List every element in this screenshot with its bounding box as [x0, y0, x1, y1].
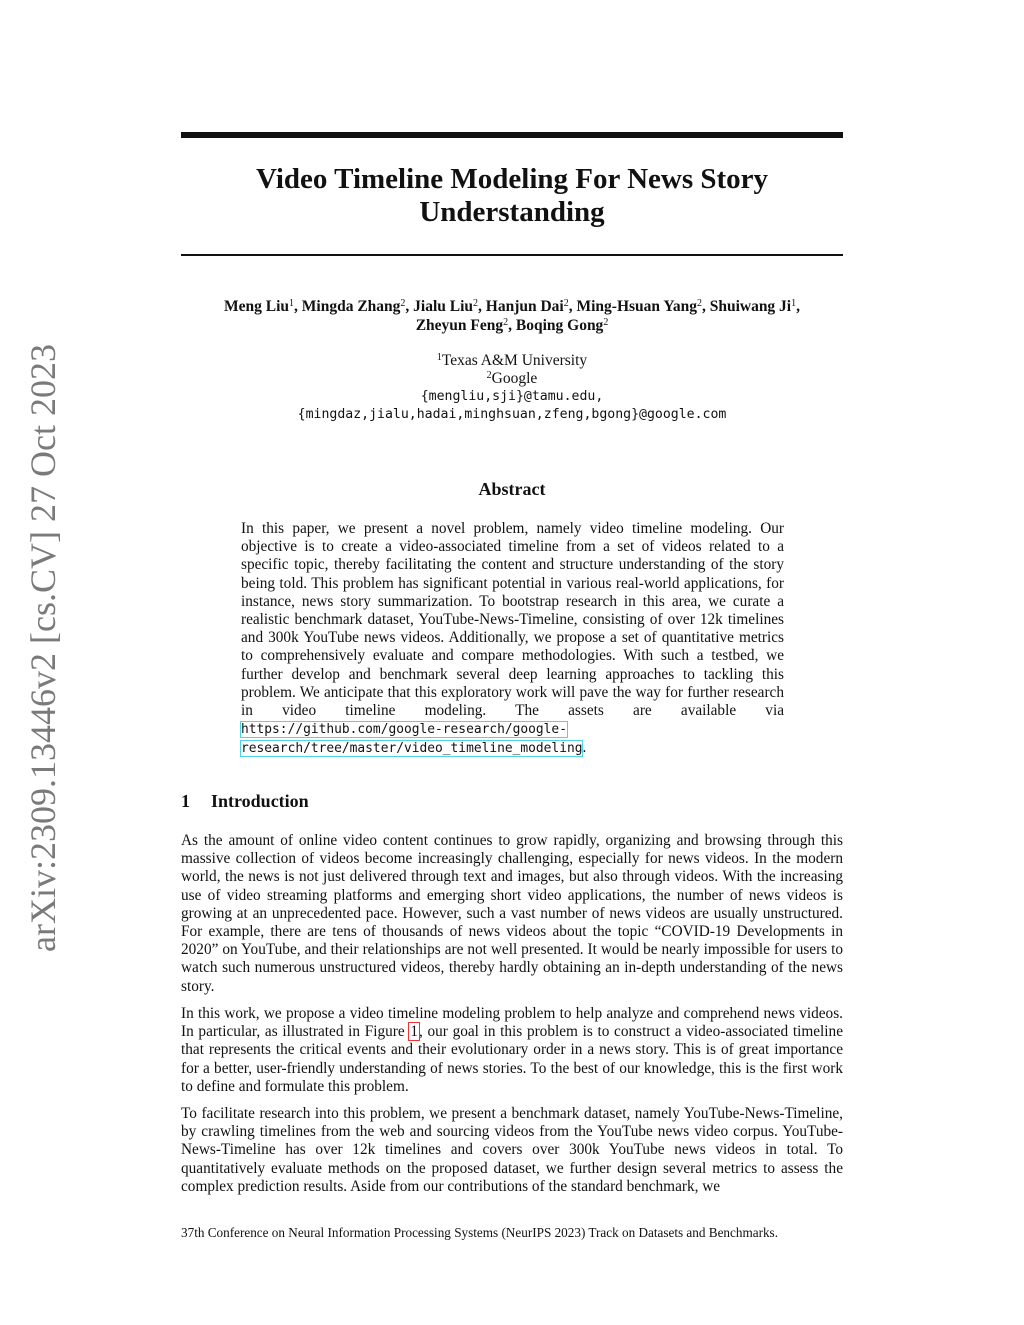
author-affiliation-mark: 2	[400, 298, 406, 309]
author-name: Jialu Liu	[413, 298, 474, 315]
affiliations	[181, 352, 843, 424]
author-affiliation-mark: 2	[473, 298, 479, 309]
email-line-2: {mingdaz,jialu,hadai,minghsuan,zfeng,bgong}@google.com	[297, 407, 727, 422]
conference-footnote: 37th Conference on Neural Information Processing Systems (NeurIPS 2023) Track on Datasets and Benchmarks.	[181, 1225, 778, 1240]
author-name: Shuiwang Ji	[709, 298, 792, 315]
title-bottom-rule	[181, 254, 843, 256]
assets-link[interactable]: https://github.com/google-research/google-research/tree/master/video_timeline_modeling	[241, 722, 583, 757]
author-line-2: Zheyun Feng$^2$, Boqing Gong$^2$	[415, 317, 609, 334]
title-line-2: Understanding	[419, 196, 605, 228]
title-line-1: Video Timeline Modeling For News Story	[255, 163, 769, 195]
author-affiliation-mark: 2	[603, 317, 609, 328]
email-line-1: {mengliu,sji}@tamu.edu,	[420, 389, 604, 404]
figure-reference-link[interactable]: 1	[410, 1023, 419, 1041]
section-heading-introduction	[181, 791, 309, 812]
affiliation-1: $^1$Texas A&M University	[436, 352, 588, 369]
arxiv-identifier: arXiv:2309.13446v2 [cs.CV] 27 Oct 2023	[23, 344, 63, 952]
author-name: Ming-Hsuan Yang	[576, 298, 697, 315]
author-affiliation-mark: 2	[503, 317, 509, 328]
section-number: 1	[181, 791, 190, 811]
author-name: Boqing Gong	[515, 317, 604, 334]
title-top-rule	[181, 132, 843, 138]
author-affiliation-mark: 1	[791, 298, 797, 309]
author-name: Zheyun Feng	[415, 317, 504, 334]
intro-paragraph-3: To facilitate research into this problem, we present a benchmark dataset, namely YouTube-News-Timeline, by crawling timelines from the web and sourcing videos from the YouTube news video corpus. YouTube-News-Timeline has over 12k timelines and covers over 300k YouTube news videos in total. To quantitatively evaluate methods on the proposed dataset, we further design several metrics to assess the complex prediction results. Aside from our contributions of the standard benchmark, we	[181, 1105, 843, 1195]
author-affiliation-mark: 1	[289, 298, 295, 309]
intro-paragraph-1: As the amount of online video content continues to grow rapidly, organizing and browsing through this massive collection of videos become increasingly challenging, especially for news videos. In the modern world, the news is not just delivered through text and images, but also through videos. With the increasing use of video streaming platforms and emerging short video applications, the number of news videos is growing at an unprecedented pace. However, such a vast number of news videos are usually unstructured. For example, there are tens of thousands of news videos about the topic “COVID-19 Developments in 2020” on YouTube, and their relationships are not well presented. It would be nearly impossible for users to watch such numerous unstructured videos, thereby hardly obtaining an in-depth understanding of the news story.	[181, 832, 843, 995]
intro-paragraph-2: In this work, we propose a video timeline modeling problem to help analyze and comprehend news videos. In particular, as illustrated in Figure 1, our goal in this problem is to construct a video-associated timeline that represents the critical events and their evolutionary order in a news story. This is of great importance for a better, user-friendly understanding of news stories. To the best of our knowledge, this is the first work to define and formulate this problem.	[181, 1005, 843, 1095]
abstract-heading: Abstract	[478, 479, 546, 499]
paper-title	[181, 163, 843, 229]
affiliation-2: $^2$Google	[486, 370, 538, 387]
author-affiliation-mark: 2	[563, 298, 569, 309]
author-name: Mingda Zhang	[301, 298, 401, 315]
author-name: Hanjun Dai	[485, 298, 564, 315]
abstract-text: In this paper, we present a novel problem, namely video timeline modeling. Our objective is to create a video-associated timeline from a set of videos related to a specific topic, thereby facilitating the content and structure understanding of the story being told. This problem has significant potential in various real-world applications, for instance, news story summarization. To bootstrap research in this area, we curate a realistic benchmark dataset, YouTube-News-Timeline, consisting of over 12k timelines and 300k YouTube news videos. Additionally, we propose a set of quantitative metrics to comprehensively evaluate and compare methodologies. With such a testbed, we further develop and benchmark several deep learning approaches to tackling this problem. We anticipate that this exploratory work will pave the way for further research in video timeline modeling. The assets are available via https://github.com/google-research/google-research/tree/master/video_timeline_modeling.	[241, 520, 784, 757]
author-line-1: Meng Liu$^1$, Mingda Zhang$^2$, Jialu Liu$^2$, Hanjun Dai$^2$, Ming-Hsuan Yang$^2$, Shuiwang Ji$^1$,	[223, 298, 800, 315]
author-name: Meng Liu	[223, 298, 290, 315]
author-affiliation-mark: 2	[696, 298, 702, 309]
section-title: Introduction	[211, 791, 309, 811]
author-list	[181, 297, 843, 335]
